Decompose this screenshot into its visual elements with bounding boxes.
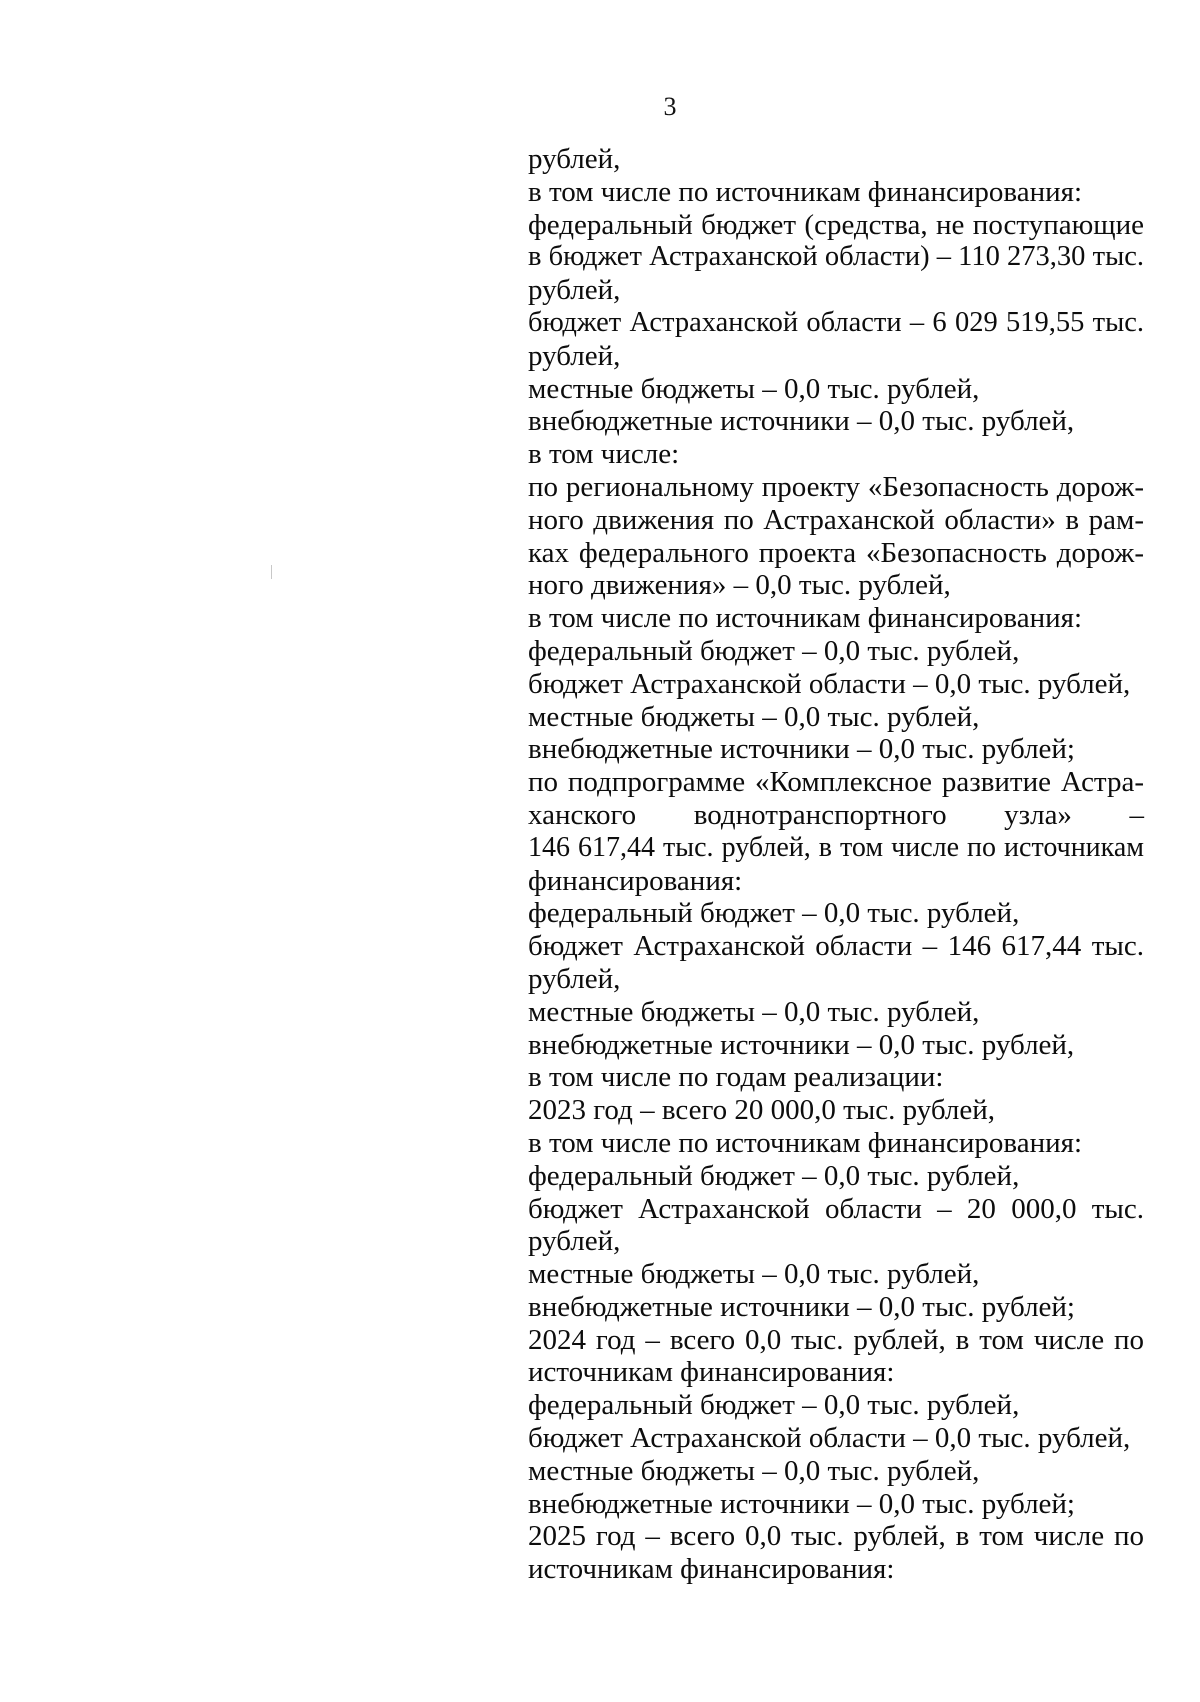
text-line: ках федерального проекта «Безопасность дорож- bbox=[528, 536, 1144, 569]
text-line: бюджет Астраханской области – 0,0 тыс. рублей, bbox=[528, 667, 1131, 700]
text-line: внебюджетные источники – 0,0 тыс. рублей; bbox=[528, 1290, 1075, 1323]
text-line: федеральный бюджет – 0,0 тыс. рублей, bbox=[528, 1389, 1020, 1422]
text-line: бюджет Астраханской области – 6 029 519,55 тыс. bbox=[528, 306, 1144, 338]
text-line: бюджет Астраханской области – 146 617,44 тыс. bbox=[528, 930, 1144, 963]
text-line: источникам финансирования: bbox=[528, 1553, 895, 1586]
text-line: рублей, bbox=[528, 274, 621, 307]
text-line: по региональному проекту «Безопасность дорож- bbox=[528, 470, 1144, 503]
text-line: внебюджетные источники – 0,0 тыс. рублей, bbox=[528, 1028, 1075, 1061]
text-line: внебюджетные источники – 0,0 тыс. рублей; bbox=[528, 733, 1075, 766]
text-line: местные бюджеты – 0,0 тыс. рублей, bbox=[528, 1454, 980, 1487]
text-line: местные бюджеты – 0,0 тыс. рублей, bbox=[528, 995, 980, 1028]
text-line: 146 617,44 тыс. рублей, в том числе по источникам bbox=[528, 831, 1144, 863]
text-line: в том числе по годам реализации: bbox=[528, 1061, 944, 1094]
text-line: бюджет Астраханской области – 20 000,0 тыс. bbox=[528, 1192, 1144, 1225]
text-line: внебюджетные источники – 0,0 тыс. рублей; bbox=[528, 1487, 1075, 1520]
text-line: в том числе по источникам финансирования: bbox=[528, 175, 1083, 208]
text-line: по подпрограмме «Комплексное развитие Астра- bbox=[528, 766, 1144, 799]
text-line: местные бюджеты – 0,0 тыс. рублей, bbox=[528, 700, 980, 733]
scan-margin-mark bbox=[271, 565, 272, 579]
text-line: в том числе по источникам финансирования: bbox=[528, 602, 1083, 635]
text-line: рублей, bbox=[528, 143, 621, 175]
text-line: федеральный бюджет (средства, не поступающие bbox=[528, 208, 1144, 241]
text-line: федеральный бюджет – 0,0 тыс. рублей, bbox=[528, 1159, 1020, 1192]
text-line: федеральный бюджет – 0,0 тыс. рублей, bbox=[528, 634, 1020, 667]
body-text bbox=[528, 143, 1144, 1586]
text-line: в том числе: bbox=[528, 438, 680, 471]
text-line: внебюджетные источники – 0,0 тыс. рублей, bbox=[528, 405, 1075, 438]
text-line: рублей, bbox=[528, 962, 621, 995]
text-line: ного движения» – 0,0 тыс. рублей, bbox=[528, 569, 951, 602]
page-number: 3 bbox=[663, 92, 677, 121]
text-line: местные бюджеты – 0,0 тыс. рублей, bbox=[528, 372, 980, 405]
text-line: бюджет Астраханской области – 0,0 тыс. рублей, bbox=[528, 1422, 1131, 1455]
text-line: федеральный бюджет – 0,0 тыс. рублей, bbox=[528, 897, 1020, 930]
text-line: рублей, bbox=[528, 1225, 621, 1258]
text-line: финансирования: bbox=[528, 864, 743, 897]
text-line: источникам финансирования: bbox=[528, 1356, 895, 1389]
text-line: местные бюджеты – 0,0 тыс. рублей, bbox=[528, 1258, 980, 1291]
text-line: ханского воднотранспортного узла» – bbox=[528, 798, 1144, 831]
text-line: в бюджет Астраханской области) – 110 273,30 тыс. bbox=[528, 241, 1144, 273]
text-line: ного движения по Астраханской области» в рам- bbox=[528, 503, 1144, 536]
text-line: 2023 год – всего 20 000,0 тыс. рублей, bbox=[528, 1094, 996, 1127]
text-line: рублей, bbox=[528, 339, 621, 372]
text-line: 2025 год – всего 0,0 тыс. рублей, в том числе по bbox=[528, 1520, 1144, 1553]
text-line: в том числе по источникам финансирования: bbox=[528, 1126, 1083, 1159]
text-line: 2024 год – всего 0,0 тыс. рублей, в том числе по bbox=[528, 1323, 1144, 1356]
